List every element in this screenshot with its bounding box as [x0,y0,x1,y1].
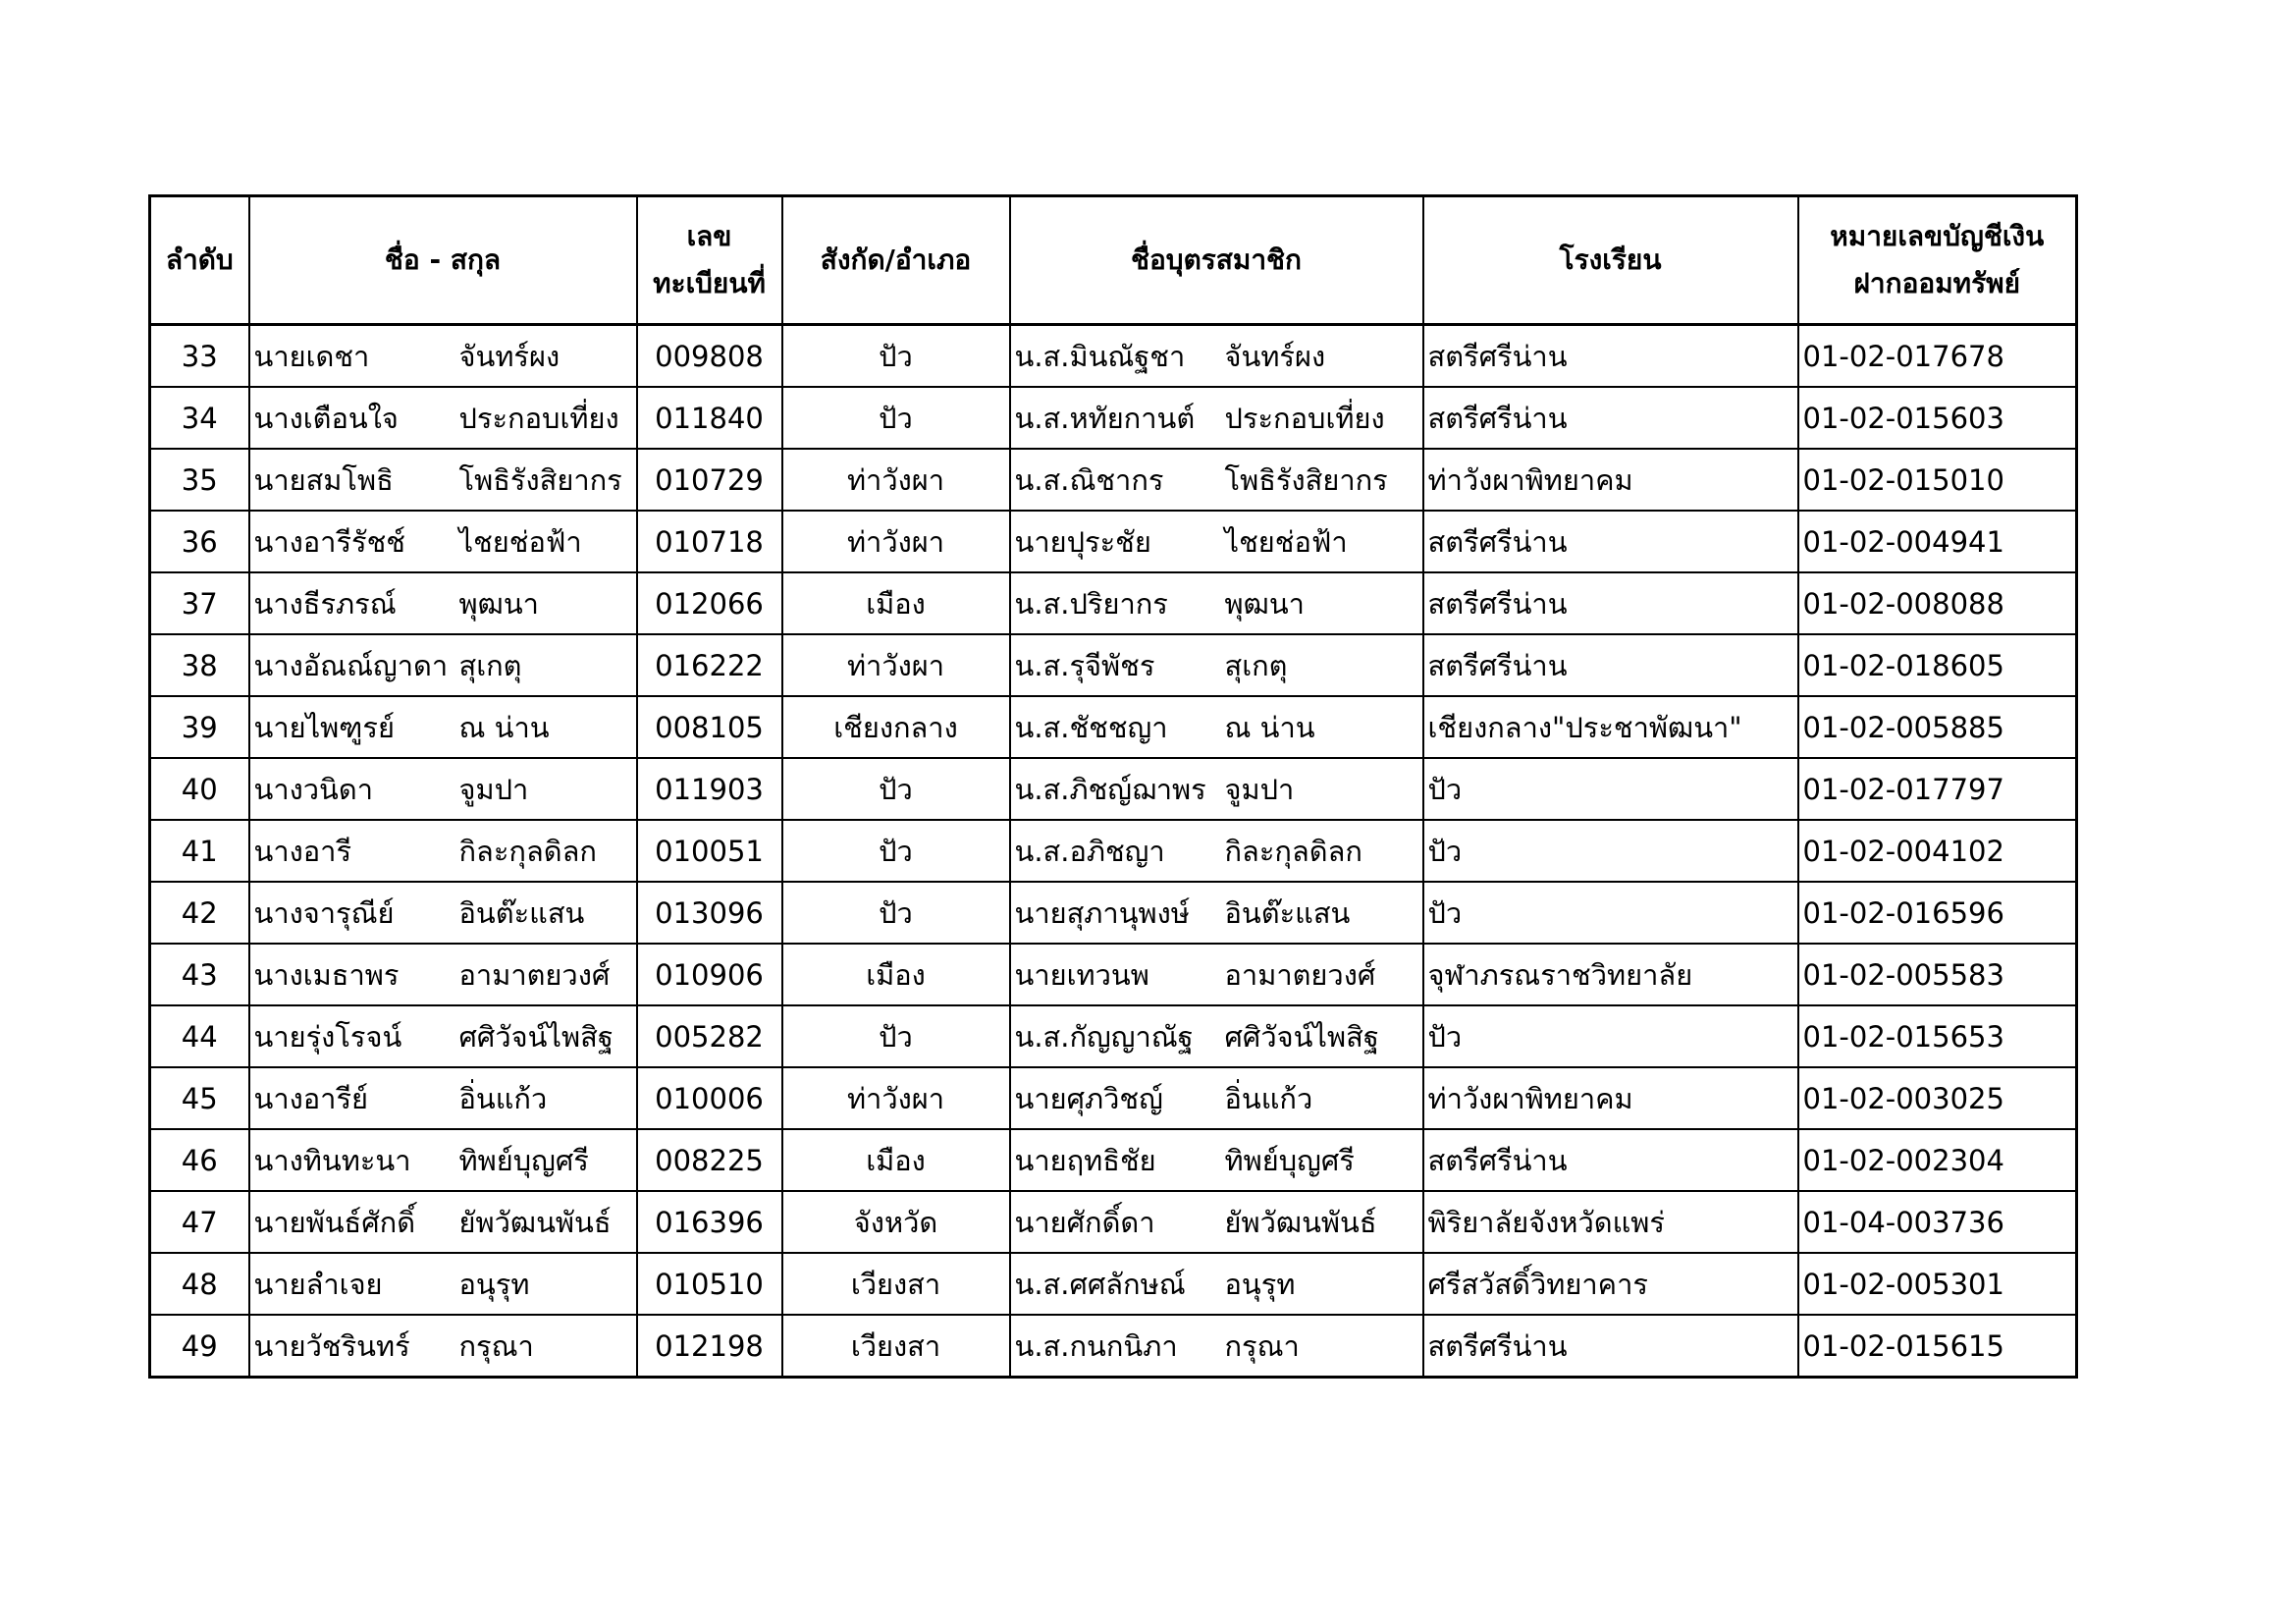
child-name-cell [1010,944,1423,1005]
school: ท่าวังผาพิทยาคม [1423,1067,1798,1129]
header-row [150,196,2077,325]
member-last-name: กิละกุลดิลก [458,834,597,868]
table-row [150,820,2077,882]
child-name-cell [1010,1253,1423,1315]
child-name-cell [1010,1315,1423,1378]
account-number: 01-02-016596 [1798,882,2077,944]
child-name-cell [1010,325,1423,388]
account-number: 01-02-015615 [1798,1315,2077,1378]
child-last-name: อนุรุท [1224,1267,1296,1301]
child-last-name: อินต๊ะแสน [1224,895,1351,930]
table-row [150,1067,2077,1129]
child-last-name: สุเกตุ [1224,648,1288,682]
member-first-name: นางธีรภรณ์ [253,586,397,621]
member-last-name: ประกอบเที่ยง [458,401,619,435]
member-first-name: นายลำเจย [253,1267,383,1301]
table-row [150,882,2077,944]
child-name-cell [1010,387,1423,449]
table-row [150,696,2077,758]
child-first-name: น.ส.ณิชากร [1014,462,1164,497]
child-first-name: น.ส.ศศลักษณ์ [1014,1267,1186,1301]
header-registration [637,196,782,325]
header-account-line2: ฝากออมทรัพย์ [1853,267,2021,299]
account-number: 01-02-004102 [1798,820,2077,882]
header-district: สังกัด/อำเภอ [782,196,1010,325]
account-number: 01-02-004941 [1798,511,2077,572]
child-first-name: นายเทวนพ [1014,957,1149,992]
row-no: 41 [150,820,249,882]
child-name-cell [1010,572,1423,634]
row-no: 34 [150,387,249,449]
member-name-cell [249,511,637,572]
district: ท่าวังผา [782,634,1010,696]
school: ท่าวังผาพิทยาคม [1423,449,1798,511]
table-row [150,758,2077,820]
header-account [1798,196,2077,325]
district: เวียงสา [782,1253,1010,1315]
child-last-name: ไชยช่อฟ้า [1224,524,1348,559]
member-name-cell [249,1315,637,1378]
member-first-name: นายสมโพธิ [253,462,394,497]
member-first-name: นางจารุณีย์ [253,895,395,930]
child-first-name: น.ส.มินณัฐชา [1014,339,1186,373]
child-first-name: นายสุภานุพงษ์ [1014,895,1190,930]
row-no: 44 [150,1005,249,1067]
member-name-cell [249,820,637,882]
account-number: 01-04-003736 [1798,1191,2077,1253]
child-first-name: นายศักดิ์ดา [1014,1205,1155,1239]
account-number: 01-02-017797 [1798,758,2077,820]
child-name-cell [1010,449,1423,511]
school: สตรีศรีน่าน [1423,1315,1798,1378]
member-name-cell [249,696,637,758]
row-no: 38 [150,634,249,696]
school: สตรีศรีน่าน [1423,1129,1798,1191]
member-last-name: ณ น่าน [458,710,550,744]
child-name-cell [1010,1067,1423,1129]
member-first-name: นางอารีรัชช์ [253,524,405,559]
member-name-cell [249,1191,637,1253]
member-last-name: พุฒนา [458,586,539,621]
member-name-cell [249,1067,637,1129]
school: ปัว [1423,758,1798,820]
registration-number: 012198 [637,1315,782,1378]
registration-number: 010510 [637,1253,782,1315]
registration-number: 016222 [637,634,782,696]
member-last-name: สุเกตุ [458,648,522,682]
table-row [150,1129,2077,1191]
child-name-cell [1010,1129,1423,1191]
header-registration-line1: เลข [686,220,732,252]
registration-number: 012066 [637,572,782,634]
account-number: 01-02-015653 [1798,1005,2077,1067]
table-row [150,1253,2077,1315]
registration-number: 010051 [637,820,782,882]
school: ปัว [1423,1005,1798,1067]
row-no: 49 [150,1315,249,1378]
member-first-name: นายรุ่งโรจน์ [253,1019,402,1054]
account-number: 01-02-015603 [1798,387,2077,449]
registration-number: 005282 [637,1005,782,1067]
district: ปัว [782,387,1010,449]
registration-number: 008225 [637,1129,782,1191]
child-last-name: กรุณา [1224,1328,1300,1363]
district: ท่าวังผา [782,1067,1010,1129]
child-name-cell [1010,634,1423,696]
registration-number: 010718 [637,511,782,572]
account-number: 01-02-018605 [1798,634,2077,696]
member-last-name: ยัพวัฒนพันธ์ [458,1205,612,1239]
account-number: 01-02-005885 [1798,696,2077,758]
member-last-name: อามาตยวงศ์ [458,957,611,992]
table-row [150,1315,2077,1378]
account-number: 01-02-002304 [1798,1129,2077,1191]
account-number: 01-02-017678 [1798,325,2077,388]
school: เชียงกลาง"ประชาพัฒนา" [1423,696,1798,758]
member-last-name: ไชยช่อฟ้า [458,524,582,559]
school: สตรีศรีน่าน [1423,511,1798,572]
member-last-name: อิ่นแก้ว [458,1081,548,1115]
table-row [150,634,2077,696]
account-number: 01-02-003025 [1798,1067,2077,1129]
child-last-name: ประกอบเที่ยง [1224,401,1385,435]
member-name-cell [249,572,637,634]
member-last-name: ศศิวัจน์ไพสิฐ [458,1019,614,1054]
registration-number: 010906 [637,944,782,1005]
school: สตรีศรีน่าน [1423,634,1798,696]
table-row [150,1191,2077,1253]
child-name-cell [1010,820,1423,882]
header-child: ชื่อบุตรสมาชิก [1010,196,1423,325]
child-first-name: น.ส.รุจีพัชร [1014,648,1155,682]
child-name-cell [1010,1191,1423,1253]
header-registration-line2: ทะเบียนที่ [653,267,766,299]
district: ท่าวังผา [782,449,1010,511]
member-name-cell [249,882,637,944]
row-no: 42 [150,882,249,944]
account-number: 01-02-015010 [1798,449,2077,511]
child-first-name: น.ส.ชัชชญา [1014,710,1168,744]
registration-number: 008105 [637,696,782,758]
school: ปัว [1423,820,1798,882]
row-no: 46 [150,1129,249,1191]
registration-number: 010006 [637,1067,782,1129]
header-no: ลำดับ [150,196,249,325]
table-row [150,387,2077,449]
child-last-name: ยัพวัฒนพันธ์ [1224,1205,1377,1239]
school: สตรีศรีน่าน [1423,572,1798,634]
registration-number: 010729 [637,449,782,511]
child-last-name: กิละกุลดิลก [1224,834,1362,868]
header-school: โรงเรียน [1423,196,1798,325]
child-name-cell [1010,882,1423,944]
member-name-cell [249,1129,637,1191]
header-account-line1: หมายเลขบัญชีเงิน [1830,220,2045,252]
registration-number: 013096 [637,882,782,944]
member-name-cell [249,634,637,696]
district: ปัว [782,1005,1010,1067]
member-first-name: นางอารีย์ [253,1081,369,1115]
member-name-cell [249,944,637,1005]
member-first-name: นางวนิดา [253,772,373,806]
row-no: 35 [150,449,249,511]
district: ท่าวังผา [782,511,1010,572]
member-first-name: นายวัชรินทร์ [253,1328,410,1363]
member-first-name: นายเดชา [253,339,370,373]
school: ศรีสวัสดิ์วิทยาคาร [1423,1253,1798,1315]
district: เวียงสา [782,1315,1010,1378]
child-name-cell [1010,1005,1423,1067]
account-number: 01-02-005583 [1798,944,2077,1005]
child-first-name: น.ส.กัญญาณัฐ [1014,1019,1194,1054]
row-no: 48 [150,1253,249,1315]
header-name: ชื่อ - สกุล [249,196,637,325]
member-first-name: นางอารี [253,834,352,868]
table-row [150,1005,2077,1067]
child-first-name: นายปุระชัย [1014,524,1151,559]
child-first-name: น.ส.กนกนิภา [1014,1328,1178,1363]
row-no: 47 [150,1191,249,1253]
child-first-name: น.ส.อภิชญา [1014,834,1165,868]
member-last-name: กรุณา [458,1328,534,1363]
member-first-name: นางทินทะนา [253,1143,411,1177]
district: เมือง [782,572,1010,634]
school: สตรีศรีน่าน [1423,387,1798,449]
member-name-cell [249,1005,637,1067]
member-name-cell [249,325,637,388]
member-name-cell [249,1253,637,1315]
child-first-name: นายศุภวิชญ์ [1014,1081,1163,1115]
child-last-name: โพธิรังสิยากร [1224,462,1388,497]
member-first-name: นางอัณณ์ญาดา [253,648,449,682]
child-last-name: จูมปา [1224,772,1295,806]
child-name-cell [1010,511,1423,572]
child-first-name: น.ส.ปริยากร [1014,586,1168,621]
member-name-cell [249,758,637,820]
registration-number: 016396 [637,1191,782,1253]
member-first-name: นางเตือนใจ [253,401,399,435]
child-name-cell [1010,758,1423,820]
account-number: 01-02-008088 [1798,572,2077,634]
child-last-name: ศศิวัจน์ไพสิฐ [1224,1019,1379,1054]
member-table [148,194,2078,1379]
district: จังหวัด [782,1191,1010,1253]
district: ปัว [782,882,1010,944]
school: จุฬาภรณราชวิทยาลัย [1423,944,1798,1005]
member-first-name: นายไพฑูรย์ [253,710,395,744]
member-name-cell [249,449,637,511]
district: เชียงกลาง [782,696,1010,758]
member-name-cell [249,387,637,449]
row-no: 33 [150,325,249,388]
child-last-name: ณ น่าน [1224,710,1315,744]
school: พิริยาลัยจังหวัดแพร่ [1423,1191,1798,1253]
member-last-name: อนุรุท [458,1267,530,1301]
child-last-name: ทิพย์บุญศรี [1224,1143,1355,1177]
district: เมือง [782,1129,1010,1191]
table-row [150,511,2077,572]
child-first-name: นายฤทธิชัย [1014,1143,1156,1177]
district: ปัว [782,758,1010,820]
district: ปัว [782,325,1010,388]
registration-number: 009808 [637,325,782,388]
child-first-name: น.ส.หทัยกานต์ [1014,401,1196,435]
district: เมือง [782,944,1010,1005]
table-row [150,944,2077,1005]
member-last-name: อินต๊ะแสน [458,895,585,930]
school: ปัว [1423,882,1798,944]
row-no: 39 [150,696,249,758]
row-no: 37 [150,572,249,634]
row-no: 40 [150,758,249,820]
child-last-name: พุฒนา [1224,586,1305,621]
table-body [150,325,2077,1378]
row-no: 45 [150,1067,249,1129]
member-last-name: ทิพย์บุญศรี [458,1143,589,1177]
registration-number: 011903 [637,758,782,820]
child-last-name: อิ่นแก้ว [1224,1081,1313,1115]
member-last-name: จูมปา [458,772,529,806]
registration-number: 011840 [637,387,782,449]
table-row [150,325,2077,388]
district: ปัว [782,820,1010,882]
member-first-name: นายพันธ์ศักดิ์ [253,1205,416,1239]
member-last-name: โพธิรังสิยากร [458,462,622,497]
child-last-name: จันทร์ผง [1224,339,1326,373]
row-no: 36 [150,511,249,572]
member-first-name: นางเมธาพร [253,957,400,992]
table-row [150,572,2077,634]
child-first-name: น.ส.ภิชญ์ฌาพร [1014,772,1206,806]
member-last-name: จันทร์ผง [458,339,561,373]
school: สตรีศรีน่าน [1423,325,1798,388]
table-row [150,449,2077,511]
child-name-cell [1010,696,1423,758]
account-number: 01-02-005301 [1798,1253,2077,1315]
row-no: 43 [150,944,249,1005]
child-last-name: อามาตยวงศ์ [1224,957,1376,992]
